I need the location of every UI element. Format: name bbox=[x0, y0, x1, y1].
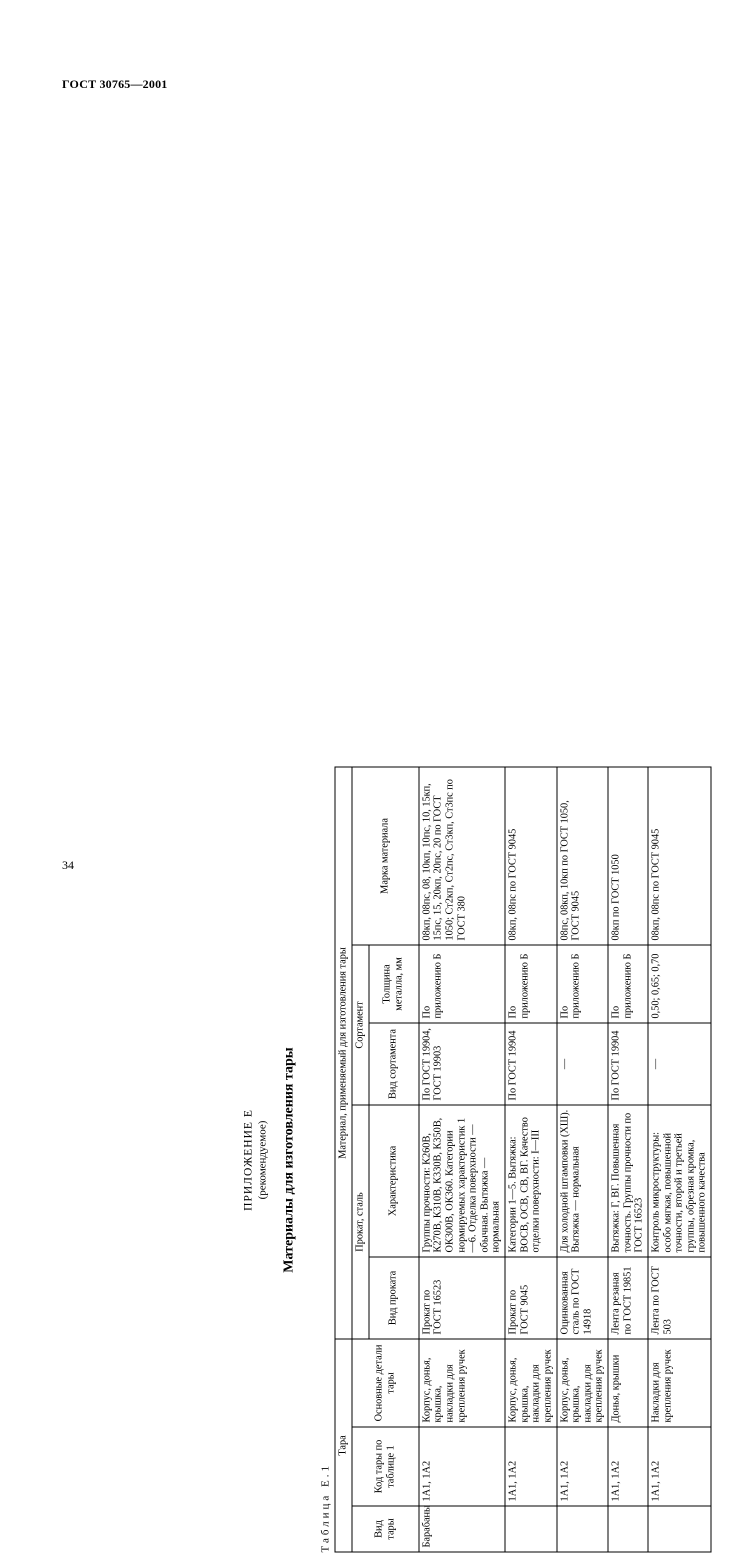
cell-tolshina: По приложению Б bbox=[505, 945, 557, 1023]
header-vid-tary: Вид тары bbox=[352, 1506, 419, 1552]
cell-tolshina: 0,50; 0,65; 0,70 bbox=[648, 945, 711, 1023]
cell-kod: 1А1, 1А2 bbox=[419, 1427, 505, 1506]
cell-detali: Корпус, донья, крышка, накладки для крепления ручек bbox=[505, 1339, 557, 1427]
header-marka: Марка материала bbox=[352, 767, 419, 945]
cell-harakteristika: Вытяжка: Г, ВГ. Повышенная точность. Группы прочности по ГОСТ 16523 bbox=[608, 1105, 648, 1257]
table-row bbox=[608, 767, 648, 1552]
cell-kod: 1А1, 1А2 bbox=[648, 1427, 711, 1506]
cell-vid-prokata: Оцинкованная сталь по ГОСТ 14918 bbox=[557, 1257, 609, 1339]
cell-harakteristika: Для холодной штамповки (ХШ). Вытяжка — нормальная bbox=[557, 1105, 609, 1257]
cell-vid-sortamenta: По ГОСТ 19904, ГОСТ 19903 bbox=[419, 1023, 505, 1105]
header-harakteristika: Характеристика bbox=[369, 1105, 419, 1257]
cell-detali: Корпус, донья, крышка, накладки для крепления ручек bbox=[419, 1339, 505, 1427]
cell-vid-sortamenta: — bbox=[557, 1023, 609, 1105]
cell-vid-prokata: Лента резаная по ГОСТ 19851 bbox=[608, 1257, 648, 1339]
cell-kod: 1А1, 1А2 bbox=[505, 1427, 557, 1506]
cell-detali: Корпус, донья, крышка, накладки для крепления ручек bbox=[557, 1339, 609, 1427]
table-title: Материалы для изготовления тары bbox=[281, 1047, 297, 1273]
cell-kod: 1А1, 1А2 bbox=[557, 1427, 609, 1506]
header-kod-tary: Код тары по таблице 1 bbox=[352, 1427, 419, 1506]
header-detali: Основные детали тары bbox=[352, 1339, 419, 1427]
header-material-group: Материал, применяемый для изготовления тары bbox=[335, 767, 352, 1339]
cell-kod: 1А1, 1А2 bbox=[608, 1427, 648, 1506]
table-caption: Таблица Е.1 bbox=[319, 1462, 332, 1553]
table-row bbox=[419, 767, 505, 1552]
cell-marka: 08пс, 08кп, 10кп по ГОСТ 1050, ГОСТ 9045 bbox=[557, 767, 609, 945]
cell-vid-prokata: Лента по ГОСТ 503 bbox=[648, 1257, 711, 1339]
materials-table bbox=[335, 766, 712, 1552]
cell-marka: 08кп, 08пс по ГОСТ 9045 bbox=[648, 767, 711, 945]
cell-marka: 08кп, 08пс по ГОСТ 9045 bbox=[505, 767, 557, 945]
cell-vid-tary: Барабаны bbox=[419, 1506, 505, 1552]
cell-vid-sortamenta: По ГОСТ 19904 bbox=[505, 1023, 557, 1105]
cell-harakteristika: Группы прочности: К260В, К270В, К310В, К330В, К350В, ОК300В, ОК360. Категории нормируемых характеристик 1—6. Отделка поверхности — обычная. Вытяжка — нормальная bbox=[419, 1105, 505, 1257]
header-sortament-group: Сортамент bbox=[352, 945, 369, 1105]
cell-vid-sortamenta: По ГОСТ 19904 bbox=[608, 1023, 648, 1105]
cell-detali: Донья, крышки bbox=[608, 1339, 648, 1427]
rotated-annex-block bbox=[232, 768, 752, 1553]
annex-note: (рекомендуемое) bbox=[256, 1120, 269, 1200]
cell-harakteristika: Категории 1—5. Вытяжка: ВОСВ, ОСВ, СВ, ВГ. Качество отделки поверхности: I—III bbox=[505, 1105, 557, 1257]
header-tolshina: Толщина металла, мм bbox=[369, 945, 419, 1023]
cell-marka: 08кп, 08пс, 08, 10кп, 10пс, 10, 15кп, 15пс, 15, 20кп, 20пс, 20 по ГОСТ 1050; Ст2кп, Ст2пс, Ст3кп, Ст3пс по ГОСТ 380 bbox=[419, 767, 505, 945]
cell-vid-tary bbox=[648, 1506, 711, 1552]
cell-vid-tary bbox=[505, 1506, 557, 1552]
table-row bbox=[648, 767, 711, 1552]
table-row bbox=[557, 767, 609, 1552]
document-title: ГОСТ 30765—2001 bbox=[62, 77, 168, 91]
annex-title: ПРИЛОЖЕНИЕ Е bbox=[242, 1109, 255, 1211]
cell-detali: Накладки для крепления ручек bbox=[648, 1339, 711, 1427]
cell-tolshina: По приложению Б bbox=[419, 945, 505, 1023]
header-row-2 bbox=[352, 767, 369, 1552]
header-row-1 bbox=[335, 767, 352, 1552]
cell-vid-prokata: Прокат по ГОСТ 9045 bbox=[505, 1257, 557, 1339]
table-row bbox=[505, 767, 557, 1552]
header-vid-sortamenta: Вид сортамента bbox=[369, 1023, 419, 1105]
header-vid-prokata: Вид проката bbox=[369, 1257, 419, 1339]
cell-harakteristika: Контроль микроструктуры: особо мягкая, повышенной точности, второй и третьей группы, обрезная кромка, повышенного качества bbox=[648, 1105, 711, 1257]
cell-vid-tary bbox=[557, 1506, 609, 1552]
page-number: 34 bbox=[62, 858, 74, 872]
cell-marka: 08кп по ГОСТ 1050 bbox=[608, 767, 648, 945]
cell-vid-tary bbox=[608, 1506, 648, 1552]
header-prokat-group: Прокат, сталь bbox=[352, 1105, 369, 1339]
cell-vid-prokata: Прокат по ГОСТ 16523 bbox=[419, 1257, 505, 1339]
cell-tolshina: По приложению Б bbox=[557, 945, 609, 1023]
cell-vid-sortamenta: — bbox=[648, 1023, 711, 1105]
cell-tolshina: По приложению Б bbox=[608, 945, 648, 1023]
header-tara: Тара bbox=[335, 1339, 352, 1552]
